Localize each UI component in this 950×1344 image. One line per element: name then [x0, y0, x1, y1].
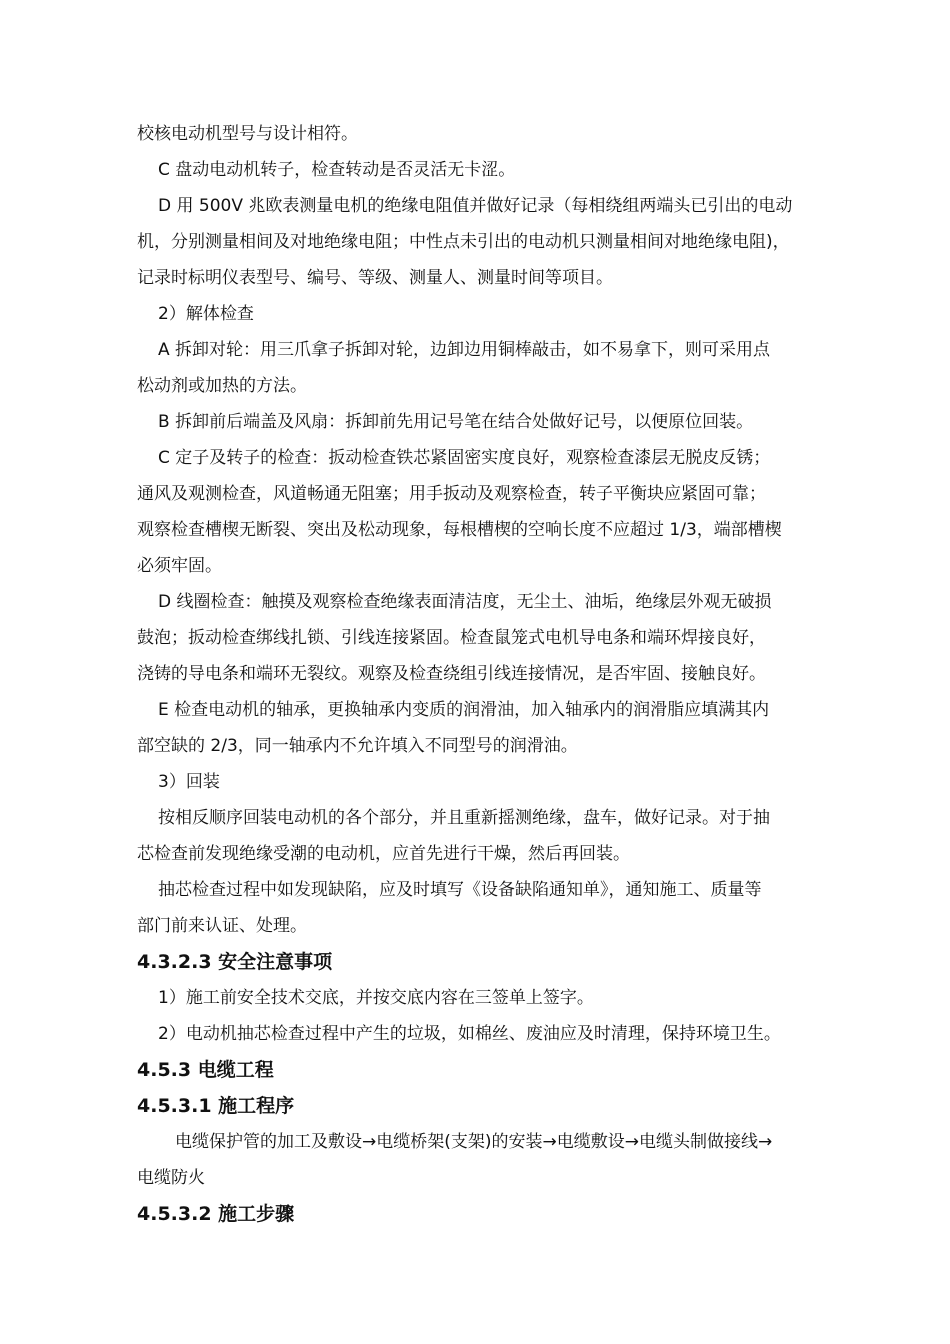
section-heading: 4.5.3 电缆工程 — [137, 1059, 274, 1081]
paragraph-line: 校核电动机型号与设计相符。 — [137, 124, 358, 144]
section-heading: 4.3.2.3 安全注意事项 — [137, 951, 333, 973]
paragraph-line: 芯检查前发现绝缘受潮的电动机，应首先进行干燥，然后再回装。 — [137, 844, 630, 864]
paragraph-line: 观察检查槽楔无断裂、突出及松动现象，每根槽楔的空响长度不应超过 1/3，端部槽楔 — [137, 520, 782, 540]
paragraph-line: 电缆保护管的加工及敷设→电缆桥架(支架)的安装→电缆敷设→电缆头制做接线→ — [175, 1132, 773, 1152]
paragraph-line: 部门前来认证、处理。 — [137, 916, 307, 936]
paragraph-line: 鼓泡；扳动检查绑线扎锁、引线连接紧固。检查鼠笼式电机导电条和端环焊接良好， — [137, 628, 766, 648]
paragraph-line: 电缆防火 — [137, 1168, 205, 1188]
paragraph-line: C 定子及转子的检查：扳动检查铁芯紧固密实度良好，观察检查漆层无脱皮反锈； — [158, 448, 771, 468]
document-body — [137, 116, 863, 1232]
paragraph-line: 浇铸的导电条和端环无裂纹。观察及检查绕组引线连接情况，是否牢固、接触良好。 — [137, 664, 766, 684]
section-heading: 4.5.3.1 施工程序 — [137, 1095, 295, 1117]
paragraph-line: 部空缺的 2/3，同一轴承内不允许填入不同型号的润滑油。 — [137, 736, 578, 756]
paragraph-line: 机，分别测量相间及对地绝缘电阻；中性点未引出的电动机只测量相间对地绝缘电阻)， — [137, 232, 790, 252]
paragraph-line: C 盘动电动机转子，检查转动是否灵活无卡涩。 — [158, 160, 516, 180]
paragraph-line: A 拆卸对轮：用三爪拿子拆卸对轮，边卸边用铜棒敲击，如不易拿下，则可采用点 — [158, 340, 771, 360]
paragraph-line: 2）电动机抽芯检查过程中产生的垃圾，如棉丝、废油应及时清理，保持环境卫生。 — [158, 1024, 781, 1044]
paragraph-line: 2）解体检查 — [158, 304, 254, 324]
paragraph-line: B 拆卸前后端盖及风扇：拆卸前先用记号笔在结合处做好记号，以便原位回装。 — [158, 412, 754, 432]
section-heading: 4.5.3.2 施工步骤 — [137, 1203, 295, 1225]
paragraph-line: 松动剂或加热的方法。 — [137, 376, 307, 396]
paragraph-line: 3）回装 — [158, 772, 220, 792]
paragraph-line: E 检查电动机的轴承，更换轴承内变质的润滑油，加入轴承内的润滑脂应填满其内 — [158, 700, 770, 720]
paragraph-line: 按相反顺序回装电动机的各个部分，并且重新摇测绝缘，盘车，做好记录。对于抽 — [158, 808, 770, 828]
paragraph-line: 记录时标明仪表型号、编号、等级、测量人、测量时间等项目。 — [137, 268, 613, 288]
paragraph-line: 1）施工前安全技术交底，并按交底内容在三签单上签字。 — [158, 988, 594, 1008]
paragraph-line: 必须牢固。 — [137, 556, 222, 576]
paragraph-line: 抽芯检查过程中如发现缺陷，应及时填写《设备缺陷通知单》，通知施工、质量等 — [158, 880, 762, 900]
paragraph-line: D 线圈检查：触摸及观察检查绝缘表面清洁度，无尘土、油垢，绝缘层外观无破损 — [158, 592, 772, 612]
paragraph-line: 通风及观测检查，风道畅通无阻塞；用手扳动及观察检查，转子平衡块应紧固可靠； — [137, 484, 766, 504]
paragraph-line: D 用 500V 兆欧表测量电机的绝缘电阻值并做好记录（每相绕组两端头已引出的电动 — [158, 196, 793, 216]
